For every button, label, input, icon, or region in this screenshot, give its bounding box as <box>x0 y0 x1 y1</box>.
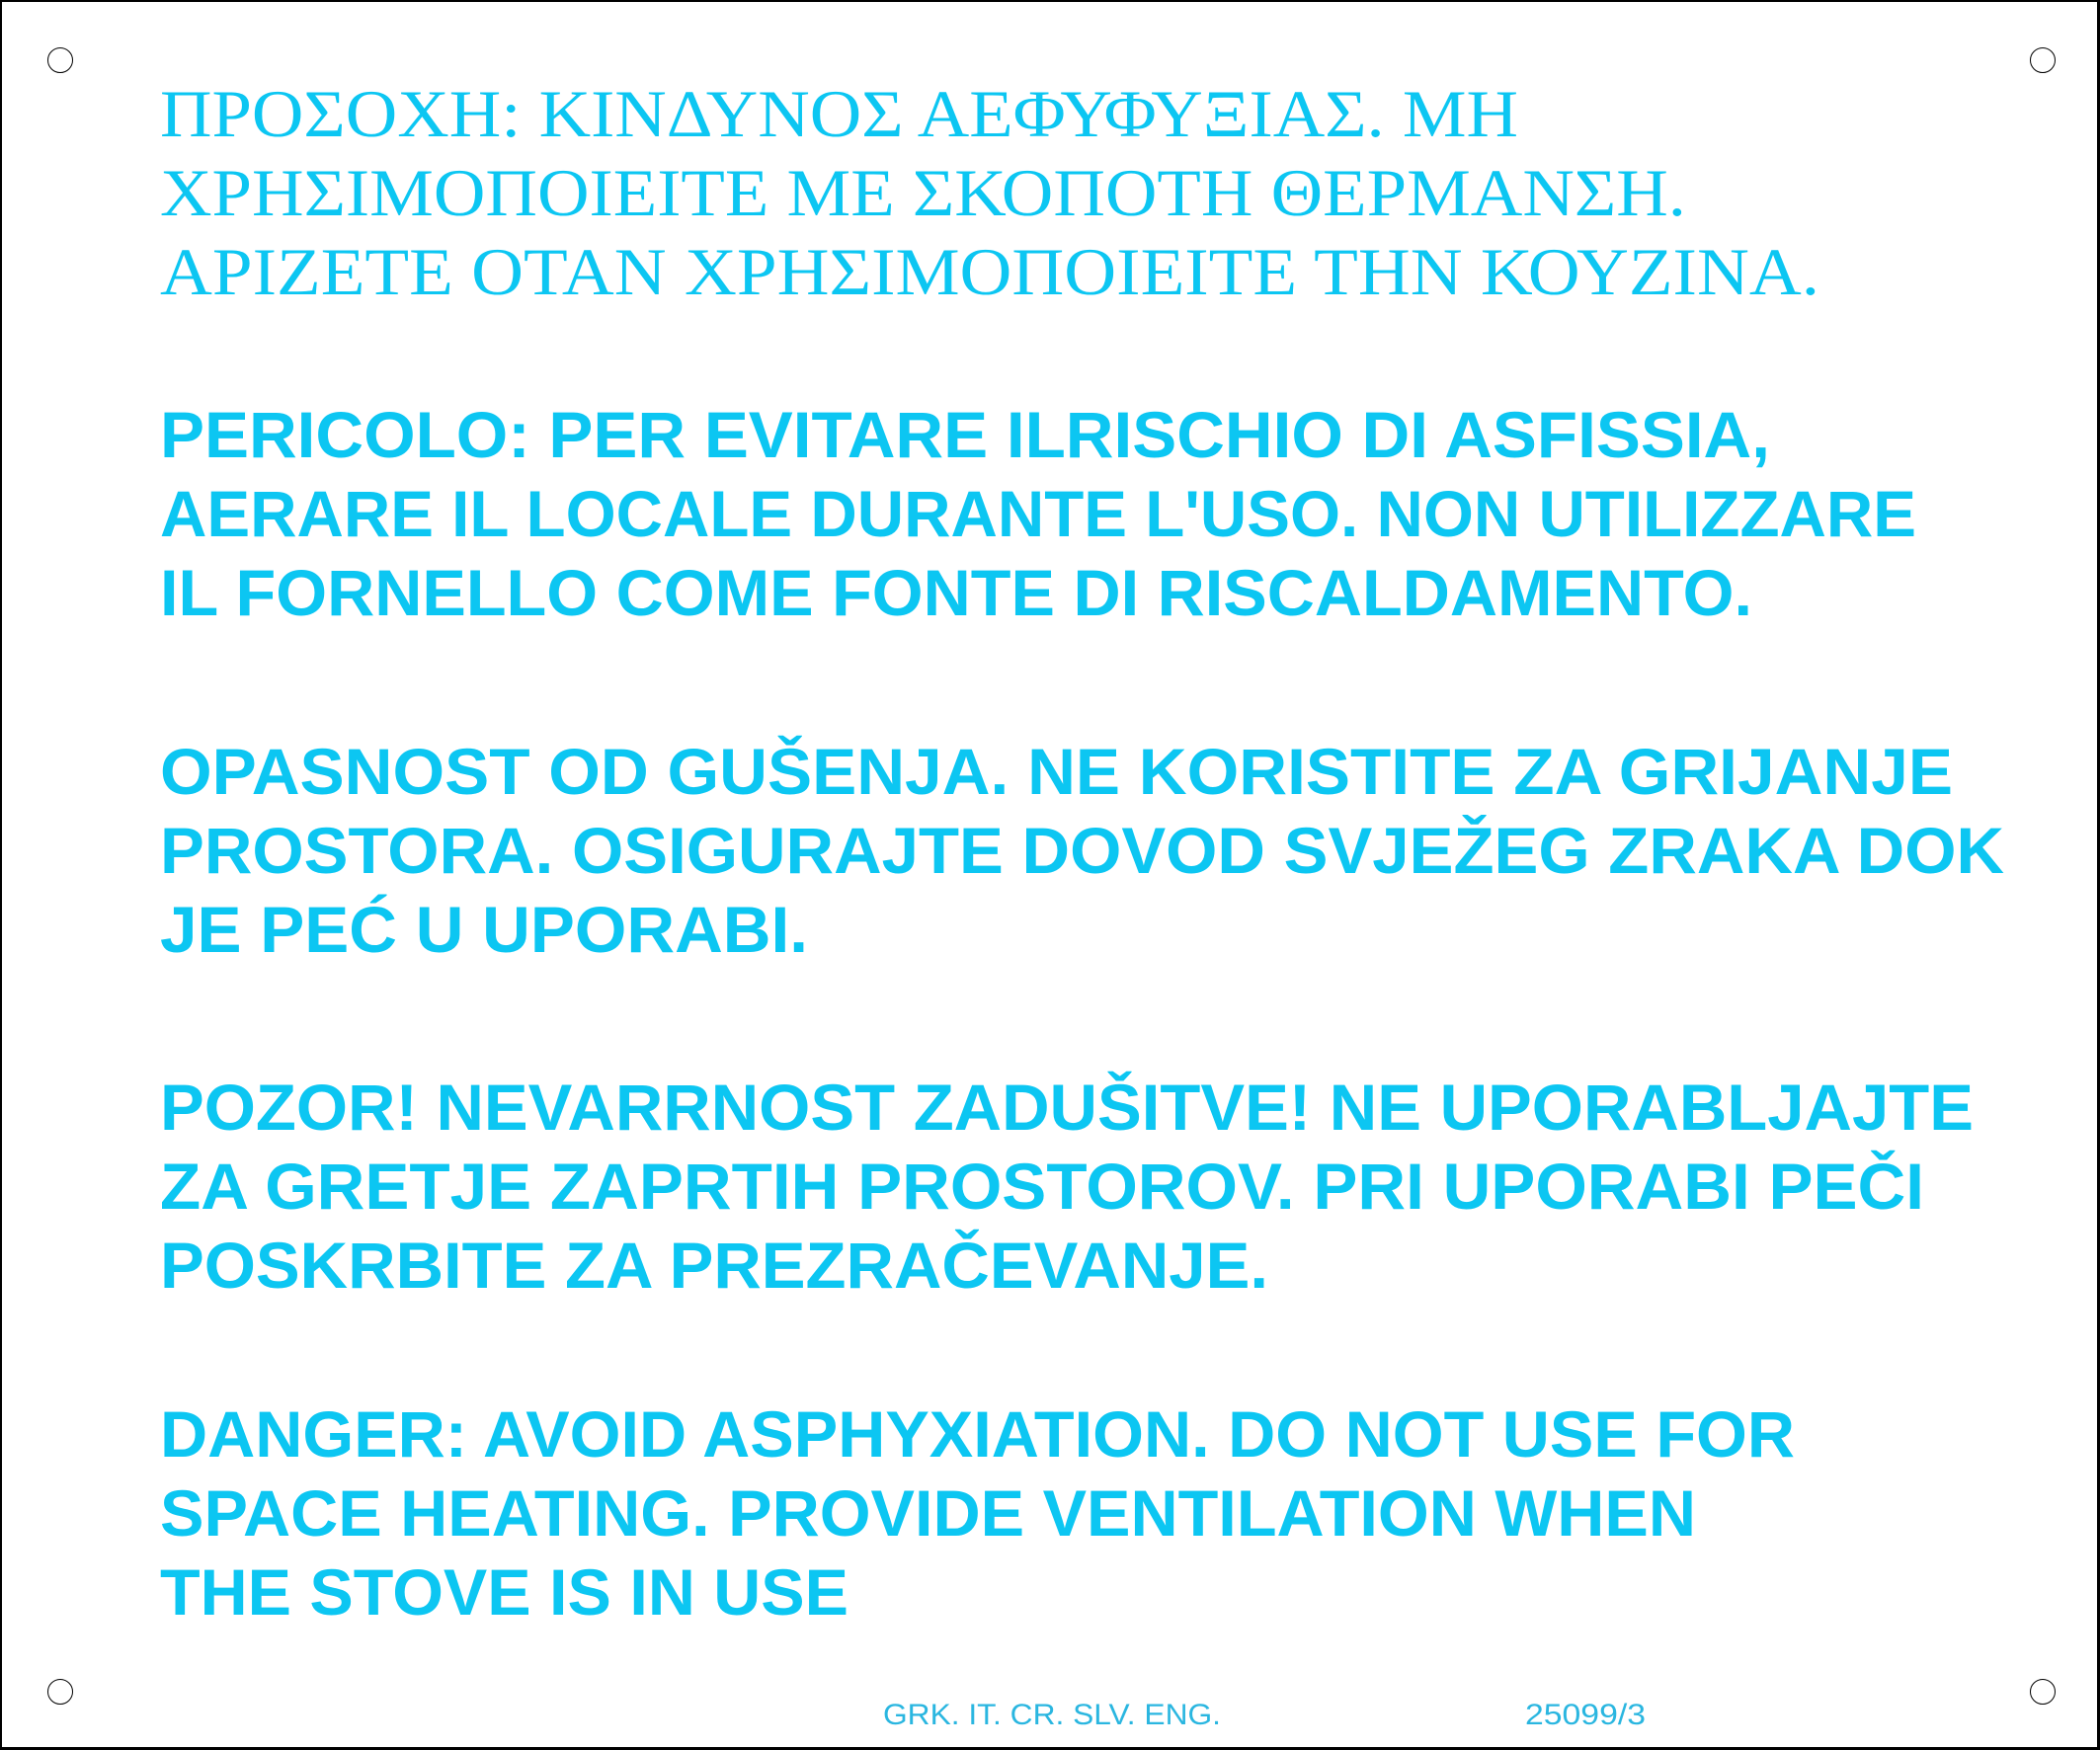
warning-line: JE PEĆ U UPORABI. <box>160 893 808 967</box>
mounting-hole-top-left <box>47 47 73 73</box>
warning-line: ΑΡΙΖΕΤΕ ΟΤΑΝ ΧΡΗΣΙΜΟΠΟΙΕΙΤΕ ΤΗΝ ΚΟΥΖΙΝΑ. <box>160 234 1819 310</box>
warning-line: OPASNOST OD GUŠENJA. NE KORISTITE ZA GRIJANJE <box>160 735 1953 809</box>
mounting-hole-bottom-right <box>2030 1679 2056 1705</box>
footer-languages: GRK. IT. CR. SLV. ENG. <box>883 1699 1221 1731</box>
warning-line: PROSTORA. OSIGURAJTE DOVOD SVJEŽEG ZRAKA DOK <box>160 814 2005 888</box>
warning-line: THE STOVE IS IN USE <box>160 1555 849 1630</box>
warning-line: SPACE HEATING. PROVIDE VENTILATION WHEN <box>160 1476 1697 1551</box>
warning-line: AERARE IL LOCALE DURANTE L'USO. NON UTILIZZARE <box>160 477 1916 551</box>
warning-line: ZA GRETJE ZAPRTIH PROSTOROV. PRI UPORABI PEČI <box>160 1150 1925 1224</box>
warning-line: IL FORNELLO COME FONTE DI RISCALDAMENTO. <box>160 556 1752 630</box>
mounting-hole-bottom-left <box>47 1679 73 1705</box>
warning-line: ΠΡΟΣΟΧΗ: ΚΙΝΔΥΝΟΣ ΑΕΦΥΦΥΞΙΑΣ. ΜΗ <box>160 76 1518 152</box>
warning-line: DANGER: AVOID ASPHYXIATION. DO NOT USE FOR <box>160 1397 1795 1472</box>
mounting-hole-top-right <box>2030 47 2056 73</box>
warning-line: POSKRBITE ZA PREZRAČEVANJE. <box>160 1229 1268 1303</box>
warning-line: ΧΡΗΣΙΜΟΠΟΙΕΙΤΕ ΜΕ ΣΚΟΠΟΤΗ ΘΕΡΜΑΝΣΗ. <box>160 155 1686 231</box>
footer-part-number: 25099/3 <box>1525 1699 1646 1731</box>
warning-line: PERICOLO: PER EVITARE ILRISCHIO DI ASFISSIA, <box>160 398 1770 472</box>
warning-line: POZOR! NEVARRNOST ZADUŠITVE! NE UPORABLJAJTE <box>160 1071 1974 1145</box>
